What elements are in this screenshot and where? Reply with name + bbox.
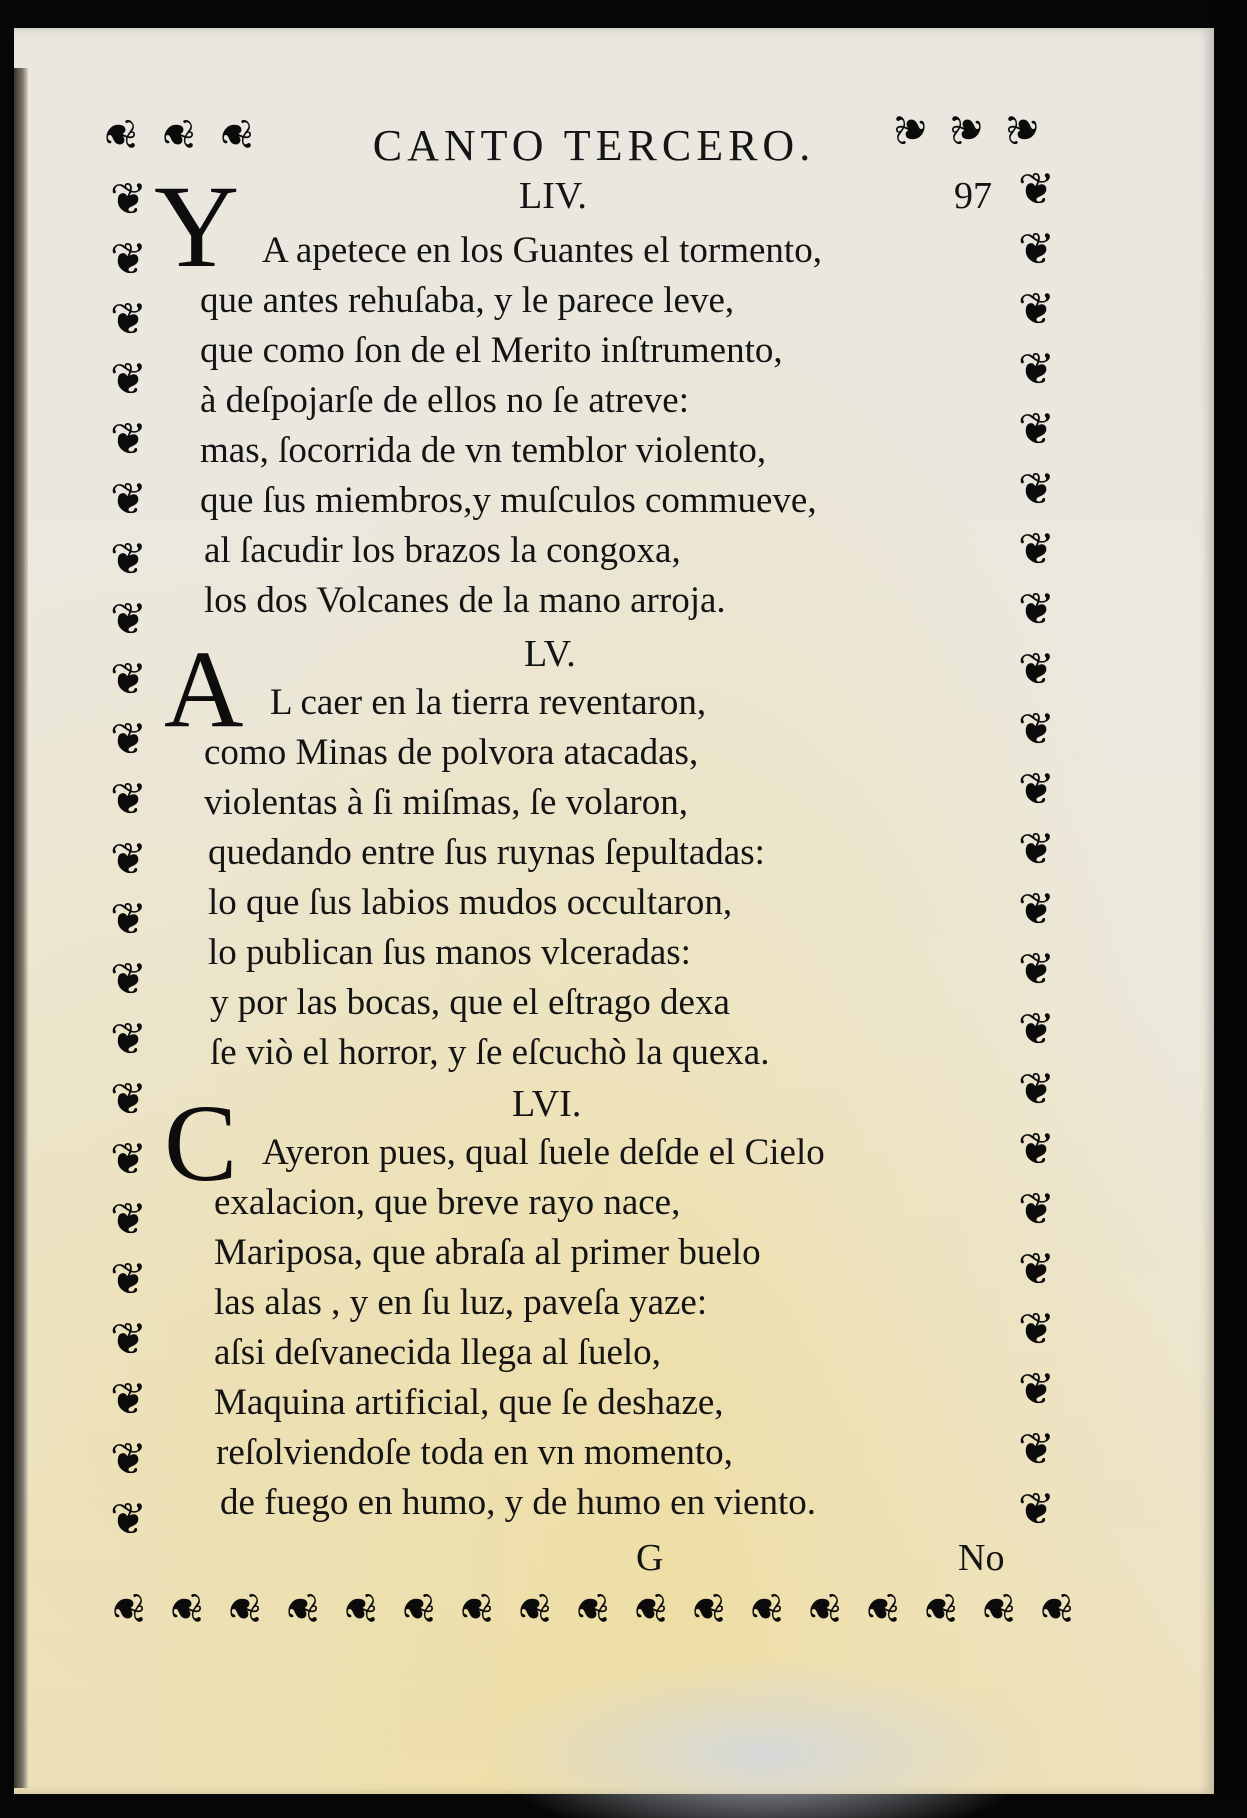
fleuron-icon: ❦ [886, 111, 936, 147]
fleuron-icon: ❦ [857, 1591, 907, 1627]
fleuron-icon: ❦ [1018, 1424, 1055, 1475]
verse-line: que antes rehuſaba, y le parece leve, [200, 280, 735, 321]
fleuron-icon: ❦ [1018, 224, 1055, 275]
fleuron-icon: ❦ [110, 354, 147, 405]
verse-line: A apetece en los Guantes el tormento, [262, 230, 822, 271]
fleuron-icon: ❦ [110, 1434, 147, 1485]
verse-line: los dos Volcanes de la mano arroja. [204, 580, 726, 621]
fleuron-icon: ❦ [1018, 1244, 1055, 1295]
fleuron-icon: ❦ [1018, 824, 1055, 875]
page-number: 97 [954, 175, 992, 217]
fleuron-icon: ❦ [277, 1591, 327, 1627]
fleuron-icon: ❦ [110, 534, 147, 585]
fleuron-icon: ❦ [1018, 1484, 1055, 1535]
fleuron-icon: ❦ [451, 1591, 501, 1627]
verse-line: que como ſon de el Merito inſtrumento, [200, 330, 783, 371]
fleuron-icon: ❦ [110, 1074, 147, 1125]
verse-line: Mariposa, que abraſa al primer buelo [214, 1232, 761, 1273]
fleuron-icon: ❦ [1018, 1064, 1055, 1115]
verse-line: que ſus miembros,y muſculos commueve, [200, 480, 817, 521]
fleuron-icon: ❦ [1018, 164, 1055, 215]
verse-line: de fuego en humo, y de humo en viento. [220, 1482, 816, 1523]
fleuron-icon: ❦ [1018, 764, 1055, 815]
scan-background [1214, 0, 1247, 1800]
fleuron-icon: ❦ [741, 1591, 791, 1627]
fleuron-icon: ❦ [393, 1591, 443, 1627]
fleuron-icon: ❦ [95, 117, 145, 153]
fleuron-icon: ❦ [211, 117, 261, 153]
fleuron-icon: ❦ [110, 474, 147, 525]
fleuron-icon: ❦ [942, 111, 992, 147]
verse-line: lo que ſus labios mudos occultaron, [208, 882, 733, 923]
fleuron-icon: ❦ [1018, 1124, 1055, 1175]
fleuron-icon: ❦ [110, 594, 147, 645]
verse-line: exalacion, que breve rayo nace, [214, 1182, 681, 1223]
fleuron-icon: ❦ [625, 1591, 675, 1627]
drop-cap: Y [154, 161, 240, 292]
fleuron-icon: ❦ [110, 894, 147, 945]
fleuron-icon: ❦ [799, 1591, 849, 1627]
drop-cap: C [164, 1082, 238, 1204]
fleuron-icon: ❦ [509, 1591, 559, 1627]
fleuron-icon: ❦ [110, 1134, 147, 1185]
fleuron-icon: ❦ [335, 1591, 385, 1627]
fleuron-icon: ❦ [1018, 584, 1055, 635]
fleuron-icon: ❦ [1018, 884, 1055, 935]
fleuron-icon: ❦ [1018, 524, 1055, 575]
verse-line: lo publican ſus manos vlceradas: [208, 932, 691, 973]
fleuron-icon: ❦ [1018, 464, 1055, 515]
fleuron-icon: ❦ [110, 774, 147, 825]
fleuron-icon: ❦ [110, 174, 147, 225]
verse-line: Maquina artificial, que ſe deshaze, [214, 1382, 724, 1423]
fleuron-icon: ❦ [153, 117, 203, 153]
verse-line: mas, ſocorrida de vn temblor violento, [200, 430, 767, 471]
fleuron-icon: ❦ [219, 1591, 269, 1627]
book-gutter [14, 68, 28, 1788]
verse-line: y por las bocas, que el eſtrago dexa [210, 982, 730, 1023]
fleuron-icon: ❦ [110, 1014, 147, 1065]
fleuron-icon: ❦ [1018, 1364, 1055, 1415]
signature-mark: G [636, 1537, 664, 1579]
fleuron-icon: ❦ [998, 111, 1048, 147]
fleuron-icon: ❦ [1018, 644, 1055, 695]
verse-line: à deſpojarſe de ellos no ſe atreve: [200, 380, 690, 421]
book-page [14, 28, 1214, 1794]
fleuron-icon: ❦ [103, 1591, 153, 1627]
fleuron-icon: ❦ [1018, 1184, 1055, 1235]
fleuron-icon: ❦ [110, 1254, 147, 1305]
verse-line: las alas , y en ſu luz, paveſa yaze: [214, 1282, 708, 1323]
fleuron-icon: ❦ [161, 1591, 211, 1627]
verse-line: aſsi deſvanecida llega al ſuelo, [214, 1332, 661, 1373]
fleuron-icon: ❦ [1018, 944, 1055, 995]
fleuron-icon: ❦ [1018, 404, 1055, 455]
verse-line: Ayeron pues, qual ſuele deſde el Cielo [262, 1132, 825, 1173]
fleuron-icon: ❦ [110, 654, 147, 705]
verse-line: violentas à ſi miſmas, ſe volaron, [204, 782, 688, 823]
fleuron-icon: ❦ [110, 1374, 147, 1425]
fleuron-icon: ❦ [110, 294, 147, 345]
stanza-numeral: LIV. [519, 175, 587, 217]
verse-line: quedando entre ſus ruynas ſepultadas: [208, 832, 765, 873]
stanza-numeral: LV. [524, 633, 576, 675]
fleuron-icon: ❦ [973, 1591, 1023, 1627]
stanza-numeral: LVI. [512, 1083, 582, 1125]
verse-line: L caer en la tierra reventaron, [270, 682, 707, 723]
running-title: CANTO TERCERO. [372, 121, 816, 170]
fleuron-icon: ❦ [567, 1591, 617, 1627]
drop-cap: A [164, 628, 244, 750]
fleuron-icon: ❦ [110, 1494, 147, 1545]
fleuron-icon: ❦ [110, 1314, 147, 1365]
fleuron-icon: ❦ [1018, 704, 1055, 755]
verse-line: al ſacudir los brazos la congoxa, [204, 530, 681, 571]
fleuron-icon: ❦ [110, 714, 147, 765]
water-stain [484, 1658, 1044, 1818]
fleuron-icon: ❦ [683, 1591, 733, 1627]
verse-line: como Minas de polvora atacadas, [204, 732, 699, 773]
fleuron-icon: ❦ [110, 954, 147, 1005]
fleuron-icon: ❦ [110, 1194, 147, 1245]
fleuron-icon: ❦ [1031, 1591, 1081, 1627]
fleuron-icon: ❦ [110, 834, 147, 885]
verse-line: ſe viò el horror, y ſe eſcuchò la quexa. [210, 1032, 770, 1073]
fleuron-icon: ❦ [915, 1591, 965, 1627]
catchword: No [958, 1537, 1005, 1579]
fleuron-icon: ❦ [1018, 284, 1055, 335]
verse-line: reſolviendoſe toda en vn momento, [216, 1432, 733, 1473]
fleuron-icon: ❦ [1018, 1304, 1055, 1355]
fleuron-icon: ❦ [110, 414, 147, 465]
fleuron-icon: ❦ [1018, 344, 1055, 395]
fleuron-icon: ❦ [110, 234, 147, 285]
fleuron-icon: ❦ [1018, 1004, 1055, 1055]
